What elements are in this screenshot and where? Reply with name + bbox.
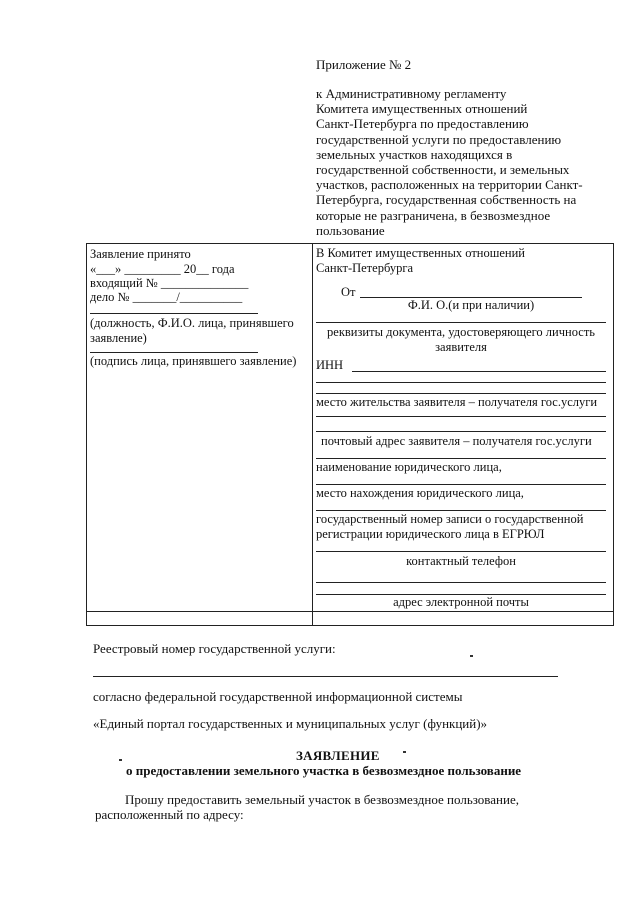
statement-subtitle: о предоставлении земельного участка в безвозмездное пользование: [126, 763, 522, 778]
egrul-caption: государственный номер записи о государственной регистрации юридического лица в ЕГРЮЛ: [316, 512, 584, 541]
registry-source-line1: согласно федеральной государственной информационной системы: [93, 689, 463, 704]
residence-caption: место жительства заявителя – получателя гос.услуги: [316, 395, 598, 409]
legal-location-caption: место нахождения юридического лица,: [316, 486, 524, 500]
statement-title: ЗАЯВЛЕНИЕ: [296, 748, 380, 763]
accepted-label: Заявление принято: [90, 247, 191, 261]
position-caption: (должность, Ф.И.О. лица, принявшего заявление): [90, 316, 294, 345]
legal-name-line[interactable]: [316, 458, 606, 459]
appendix-reference: [316, 86, 616, 238]
id-document-caption: реквизиты документа, удостоверяющего личность заявителя: [327, 325, 595, 354]
appendix-line: государственной услуги по предоставлению: [316, 131, 562, 147]
position-line[interactable]: [90, 313, 258, 314]
appendix-line: участков, расположенных на территории Санкт-: [316, 177, 583, 193]
from-label: От: [341, 285, 356, 299]
table-row-border: [86, 611, 614, 612]
appendix-line: пользование: [316, 222, 385, 238]
recipient-line2: Санкт-Петербурга: [316, 261, 414, 275]
appendix-line: Петербурга, государственная собственность на: [316, 192, 577, 208]
inn-line[interactable]: [352, 371, 606, 372]
legal-name-caption: наименование юридического лица,: [316, 460, 502, 474]
table-top-border: [86, 243, 614, 244]
scan-speck: [470, 655, 473, 657]
incoming-number-field[interactable]: входящий № ______________: [90, 276, 249, 290]
appendix-line: к Административному регламенту: [316, 86, 507, 101]
inn-label: ИНН: [316, 358, 344, 372]
table-middle-border: [312, 243, 313, 626]
accepted-date-field[interactable]: «___» _________ 20__ года: [90, 262, 235, 276]
scan-speck: [119, 759, 122, 761]
table-right-border: [613, 243, 614, 626]
case-number-field[interactable]: дело № _______/__________: [90, 290, 243, 304]
signature-line[interactable]: [90, 352, 258, 353]
registry-source-line2: «Единый портал государственных и муниципальных услуг (функций)»: [93, 716, 488, 731]
postal-line[interactable]: [316, 431, 606, 432]
appendix-line: Санкт-Петербурга по предоставлению: [316, 116, 529, 132]
blank-line[interactable]: [316, 416, 606, 417]
scan-speck: [403, 751, 406, 753]
table-bottom-border: [86, 625, 614, 626]
appendix-title: Приложение № 2: [316, 57, 412, 72]
appendix-line: государственной собственности, и земельных: [316, 161, 570, 177]
egrul-line[interactable]: [316, 510, 606, 511]
legal-location-line[interactable]: [316, 484, 606, 485]
postal-caption: почтовый адрес заявителя – получателя гос.услуги: [321, 434, 592, 448]
statement-body-line2: расположенный по адресу:: [95, 807, 244, 822]
id-document-line[interactable]: [316, 322, 606, 323]
blank-line[interactable]: [316, 382, 606, 383]
appendix-line: которые не разграничена, в безвозмездное: [316, 207, 551, 223]
appendix-line: земельных участков находящихся в: [316, 146, 513, 162]
email-caption: адрес электронной почты: [393, 595, 529, 609]
blank-line[interactable]: [316, 582, 606, 583]
registry-number-line[interactable]: [93, 676, 558, 677]
registry-label: Реестровый номер государственной услуги:: [93, 641, 336, 656]
table-left-border: [86, 243, 87, 626]
signature-caption: (подпись лица, принявшего заявление): [90, 354, 297, 368]
recipient-line1: В Комитет имущественных отношений: [316, 246, 525, 260]
phone-caption: контактный телефон: [406, 554, 516, 568]
phone-line[interactable]: [316, 551, 606, 552]
appendix-line: Комитета имущественных отношений: [316, 101, 528, 117]
statement-body-line1: Прошу предоставить земельный участок в безвозмездное пользование,: [125, 792, 519, 807]
fio-caption: Ф.И. О.(и при наличии): [407, 298, 535, 312]
residence-line[interactable]: [316, 393, 606, 394]
